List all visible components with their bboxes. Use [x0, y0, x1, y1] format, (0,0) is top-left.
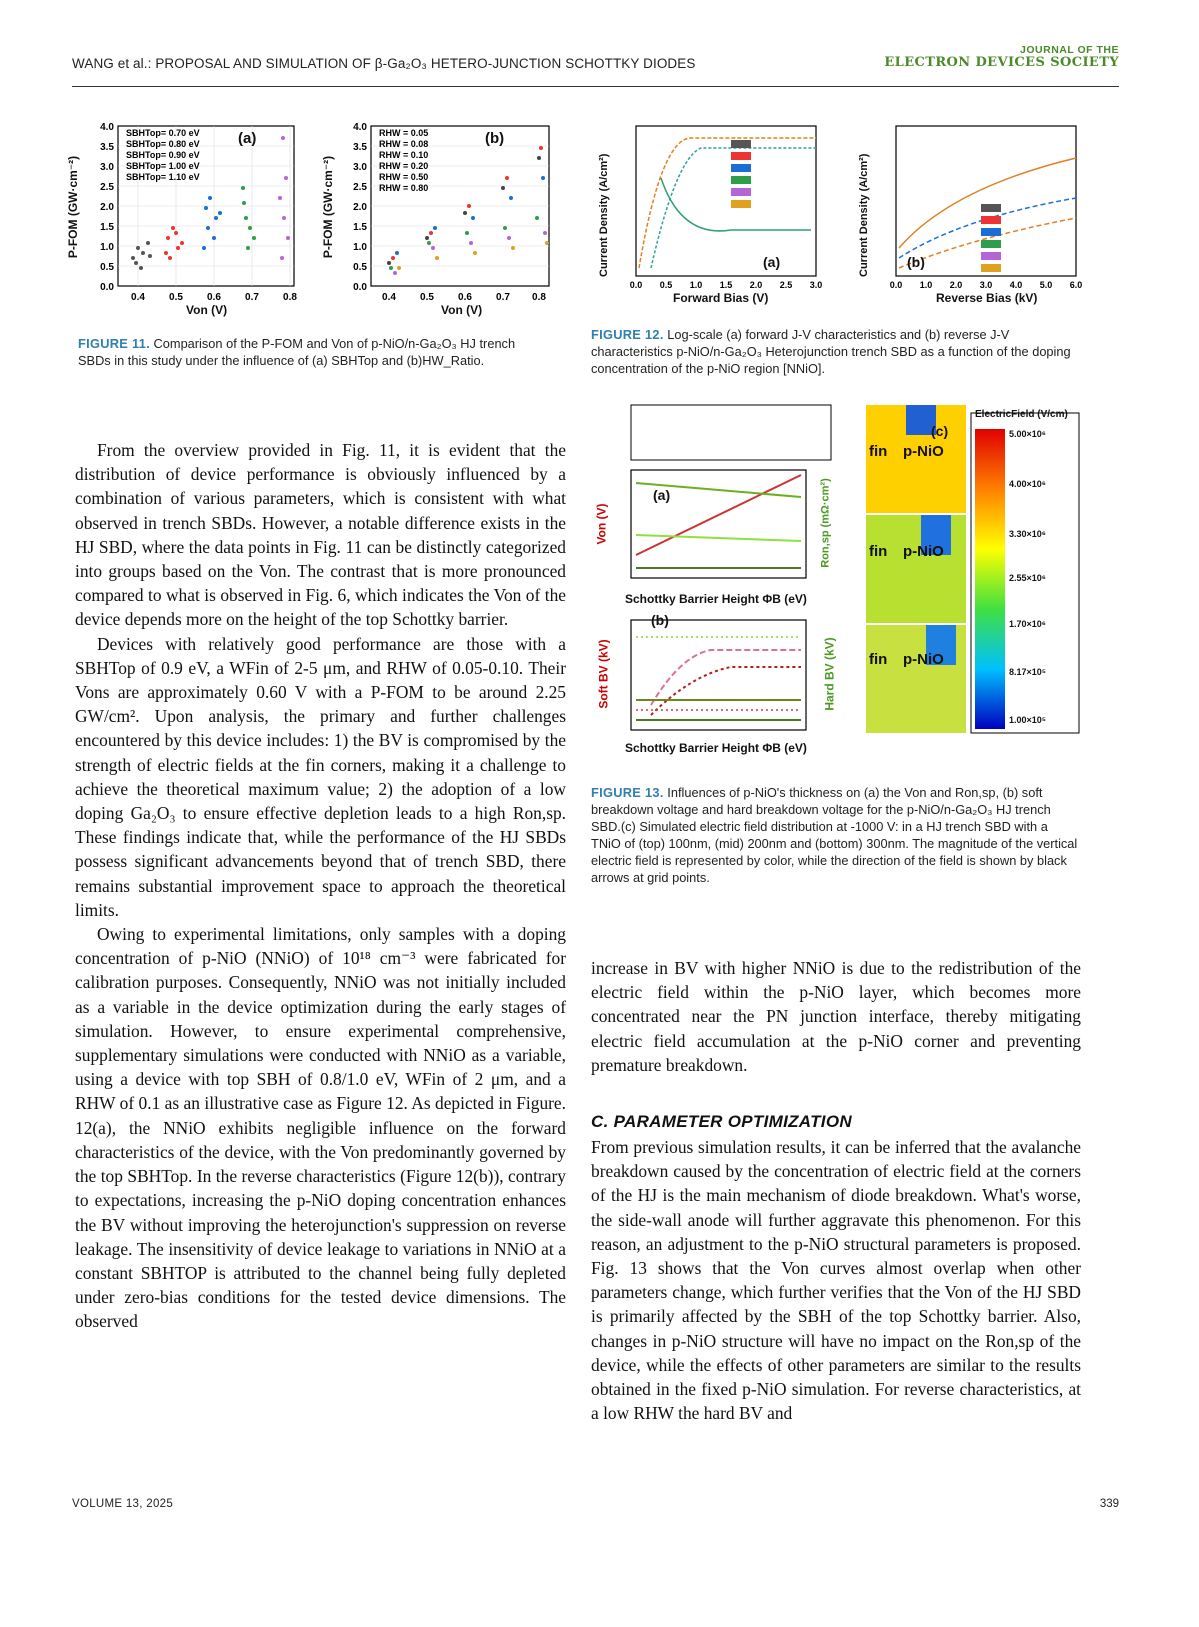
svg-text:SBHTop= 0.90 eV: SBHTop= 0.90 eV — [126, 150, 200, 160]
svg-text:2.0: 2.0 — [100, 202, 114, 213]
fig13-colorbar-tick-2: 4.00×10⁶ — [1009, 479, 1046, 489]
figure-13 — [591, 405, 1081, 755]
svg-text:0.5: 0.5 — [100, 262, 114, 273]
fig13-fin-label-mid: fin — [869, 543, 888, 560]
fig13-ylabel-a-left: Von (V) — [594, 503, 609, 545]
figure-13-caption-text: Influences of p-NiO's thickness on (a) the Von and Ron,sp, (b) soft breakdown voltage and hard breakdown voltage for the p-NiO/n-Ga₂O₃ HJ trench SBD.(c) Simulated electric field distribution at -1000 V: in a HJ trench SBD with a TNiO of (top) 100nm, (mid) 200nm and (bottom) 300nm. The magnitude of the vertical electric field is represented by color, while the direction of the field is shown by black arrows at grid points. — [591, 785, 1078, 885]
fig13-panel-a-label: (a) — [653, 487, 671, 503]
section-heading: C. PARAMETER OPTIMIZATION — [591, 1112, 852, 1131]
figure-12-caption-tag: FIGURE 12. — [591, 327, 664, 342]
fig11-xlabel-a: Von (V) — [186, 303, 228, 317]
svg-text:3.0: 3.0 — [809, 280, 823, 290]
svg-text:3.0: 3.0 — [100, 162, 114, 173]
svg-text:1.5: 1.5 — [100, 222, 114, 233]
figure-12-plot — [591, 118, 1081, 308]
svg-text:6.0: 6.0 — [1069, 280, 1083, 290]
svg-text:3.5: 3.5 — [353, 142, 367, 153]
paragraph-performance: Devices with relatively good performance are those with a SBHTop of 0.9 eV, a WFin of 2-5 μm, and RHW of 0.05-0.10. Their Vons are approximately 0.60 V with a P-FOM to be around 2.25 GW/cm². Upon analysis, the primary and further challenges encountered by this device includes: 1) the BV is compromised by the strength of electric fields at the fin corners, making it a challenge to achieve the theoretical maximum value; 2) the adoption of a low doping Ga₂O₃ to ensure effective depletion leads to a high Ron,sp. These findings indicate that, while the performance of the HJ SBDs possess significant advancements beyond that of trench SBD, there remains substantial improvement space to approach the theoretical limits. — [75, 633, 566, 920]
paragraph-parameter-optimization: From previous simulation results, it can be inferred that the avalanche breakdown caused by the concentration of electric field at the corners of the HJ is the main mechanism of diode breakdown. What's worse, the side-wall anode will further aggravate this phenomenon. For this reason, an adjustment to the p-NiO structural parameters is proposed. Fig. 13 shows that the Von curves almost overlap when other parameters change, which further verifies that the Von of the HJ SBD is primarily affected by the SBH of the top Schottky barrier. Also, changes in p-NiO structure will have no impact on the Ron,sp of the device, while the effects of other parameters are similar to the results obtained in the fixed p-NiO simulation. For reverse characteristics, at a low RHW the hard BV and — [591, 1137, 1081, 1424]
svg-text:0.6: 0.6 — [458, 292, 472, 303]
fig13-pnio-label-bottom: p-NiO — [903, 651, 944, 668]
figure-11b-plot — [307, 118, 559, 318]
fig11-ylabel-b: P-FOM (GW·cm⁻²) — [321, 155, 336, 259]
svg-text:2.0: 2.0 — [949, 280, 963, 290]
fig11-ylabel-a: P-FOM (GW·cm⁻²) — [66, 155, 81, 259]
fig13-xlabel-a: Schottky Barrier Height ΦB (eV) — [625, 592, 807, 606]
svg-text:1.0: 1.0 — [919, 280, 933, 290]
svg-text:RHW = 0.50: RHW = 0.50 — [379, 172, 429, 182]
svg-text:0.7: 0.7 — [245, 292, 259, 303]
fig13-colorbar-tick-6: 8.17×10⁵ — [1009, 667, 1047, 677]
svg-text:2.5: 2.5 — [779, 280, 793, 290]
fig12-panel-a-label: (a) — [763, 254, 781, 270]
fig13-colorbar-tick-7: 1.00×10⁵ — [1009, 715, 1047, 725]
svg-text:1.0: 1.0 — [100, 242, 114, 253]
figure-11b — [307, 118, 559, 318]
footer-page-number: 339 — [1099, 1498, 1119, 1510]
fig13-pnio-label-mid: p-NiO — [903, 543, 944, 560]
svg-text:5.0: 5.0 — [1039, 280, 1053, 290]
svg-text:4.0: 4.0 — [353, 122, 367, 133]
svg-text:0.7: 0.7 — [496, 292, 510, 303]
journal-logo-line2: ELECTRON DEVICES SOCIETY — [884, 55, 1119, 70]
figure-12 — [591, 118, 1081, 308]
svg-text:0.5: 0.5 — [420, 292, 434, 303]
figure-11a — [66, 118, 303, 318]
fig12-xlabel-b: Reverse Bias (kV) — [936, 291, 1038, 305]
svg-text:RHW = 0.10: RHW = 0.10 — [379, 150, 429, 160]
fig11-panel-a-label: (a) — [238, 130, 257, 147]
svg-text:0.0: 0.0 — [629, 280, 643, 290]
svg-text:4.0: 4.0 — [1009, 280, 1023, 290]
journal-logo-line1: JOURNAL OF THE — [1020, 44, 1119, 56]
figure-11-caption-text: Comparison of the P-FOM and Von of p-NiO/n-Ga₂O₃ HJ trench SBDs in this study under the influence of (a) SBHTop and (b)HW_Ratio. — [78, 336, 516, 368]
fig13-ylabel-a-right: Ron,sp (mΩ·cm²) — [819, 478, 832, 568]
svg-text:1.5: 1.5 — [719, 280, 733, 290]
fig11-panel-b-label: (b) — [485, 130, 505, 147]
svg-text:SBHTop= 0.80 eV: SBHTop= 0.80 eV — [126, 139, 200, 149]
paragraph-overview: From the overview provided in Fig. 11, it is evident that the distribution of device performance is obviously influenced by a combination of various parameters, which is consistent with what observed in trench SBDs. However, a notable difference exists in the HJ SBD, where the data points in Fig. 11 can be distinctly categorized into groups based on the Von. The contrast that is more pronounced compared to what is observed in Fig. 6, which indicates the Von of the device depends more on the height of the top Schottky barrier. — [75, 440, 566, 630]
fig13-xlabel-b: Schottky Barrier Height ΦB (eV) — [625, 741, 807, 755]
svg-text:RHW = 0.05: RHW = 0.05 — [379, 128, 429, 138]
right-column-continuation — [591, 956, 1081, 1077]
fig11-xlabel-b: Von (V) — [441, 303, 483, 317]
svg-text:0.5: 0.5 — [169, 292, 183, 303]
svg-text:SBHTop= 1.00 eV: SBHTop= 1.00 eV — [126, 161, 200, 171]
figure-12-caption — [591, 326, 1081, 377]
fig13-colorbar-tick-3: 3.30×10⁶ — [1009, 529, 1046, 539]
svg-text:RHW = 0.08: RHW = 0.08 — [379, 139, 429, 149]
svg-text:3.0: 3.0 — [979, 280, 993, 290]
left-column-text — [75, 438, 566, 1334]
figure-13-caption — [591, 784, 1081, 886]
fig13-pnio-label-top: p-NiO — [903, 443, 944, 460]
figure-11a-plot — [78, 118, 303, 318]
svg-text:0.5: 0.5 — [659, 280, 673, 290]
figure-13-caption-tag: FIGURE 13. — [591, 785, 664, 800]
header-divider — [72, 86, 1119, 87]
fig13-colorbar-title: ElectricField (V/cm) — [975, 409, 1068, 420]
fig12-panel-b-label: (b) — [907, 254, 925, 270]
svg-text:RHW = 0.20: RHW = 0.20 — [379, 161, 429, 171]
running-title: WANG et al.: PROPOSAL AND SIMULATION OF β-Ga₂O₃ HETERO-JUNCTION SCHOTTKY DIODES — [72, 56, 696, 71]
svg-text:0.0: 0.0 — [889, 280, 903, 290]
fig13-panel-b-label: (b) — [651, 612, 669, 628]
fig13-colorbar-tick-4: 2.55×10⁶ — [1009, 573, 1046, 583]
svg-text:1.0: 1.0 — [353, 242, 367, 253]
svg-text:2.5: 2.5 — [353, 182, 367, 193]
fig12-ylabel-b: Current Density (A/cm²) — [858, 153, 870, 277]
fig13-ylabel-b-right: Hard BV (kV) — [822, 637, 837, 711]
svg-text:0.4: 0.4 — [382, 292, 396, 303]
right-column-section — [591, 1135, 1081, 1425]
svg-text:0.0: 0.0 — [100, 282, 114, 293]
svg-text:RHW = 0.80: RHW = 0.80 — [379, 183, 429, 193]
fig13-fin-label-top: fin — [869, 443, 888, 460]
svg-text:0.0: 0.0 — [353, 282, 367, 293]
svg-text:0.4: 0.4 — [131, 292, 145, 303]
fig13-ylabel-b-left: Soft BV (kV) — [596, 639, 611, 709]
svg-text:1.5: 1.5 — [353, 222, 367, 233]
fig12-xlabel-a: Forward Bias (V) — [673, 291, 769, 305]
svg-text:2.0: 2.0 — [749, 280, 763, 290]
svg-text:0.6: 0.6 — [207, 292, 221, 303]
journal-logo — [884, 44, 1119, 70]
fig13-colorbar-tick-5: 1.70×10⁶ — [1009, 619, 1046, 629]
figure-11-caption-tag: FIGURE 11. — [78, 336, 150, 351]
figure-11-caption — [78, 335, 548, 369]
svg-text:SBHTop= 0.70 eV: SBHTop= 0.70 eV — [126, 128, 200, 138]
fig13-colorbar-tick-1: 5.00×10⁶ — [1009, 429, 1046, 439]
svg-text:3.0: 3.0 — [353, 162, 367, 173]
svg-text:4.0: 4.0 — [100, 122, 114, 133]
figure-12-caption-text: Log-scale (a) forward J-V characteristics and (b) reverse J-V characteristics p-NiO/n-Ga₂O₃ Heterojunction trench SBD as a function of the doping concentration of the p-NiO region [NNiO]. — [591, 327, 1071, 376]
fig12-ylabel-a: Current Density (A/cm²) — [598, 153, 610, 277]
svg-text:0.8: 0.8 — [283, 292, 297, 303]
fig13-panel-c-label: (c) — [931, 423, 949, 439]
svg-text:3.5: 3.5 — [100, 142, 114, 153]
svg-text:0.8: 0.8 — [532, 292, 546, 303]
fig13-fin-label-bottom: fin — [869, 651, 888, 668]
paragraph-bv-increase: increase in BV with higher NNiO is due to the redistribution of the electric field within the p-NiO layer, which becomes more concentrated near the PN junction interface, thereby mitigating electric field accumulation at the p-NiO corner and preventing premature breakdown. — [591, 958, 1081, 1075]
paragraph-doping: Owing to experimental limitations, only samples with a doping concentration of p-NiO (NNiO) of 10¹⁸ cm⁻³ were fabricated for calibration purposes. Consequently, NNiO was not initially included as a variable in the device optimization during the early stages of simulation. However, to ensure experimental comprehensive, supplementary simulations were conducted with NNiO as a variable, using a device with top SBH of 0.8/1.0 eV, WFin of 2 μm, and a RHW of 0.1 as an illustrative case as Figure 12. As depicted in Figure. 12(a), the NNiO exhibits negligible influence on the forward characteristics of the device, with the Von predominantly governed by the top SBHTop. In the reverse characteristics (Figure 12(b)), contrary to expectations, increasing the p-NiO doping concentration enhances the BV without improving the heterojunction's suppression on reverse leakage. The insensitivity of device leakage to variations in NNiO at a constant SBHTOP is attributed to the channel being fully depleted under zero-bias conditions for the tested device dimensions. The observed — [75, 924, 566, 1332]
svg-text:2.0: 2.0 — [353, 202, 367, 213]
svg-text:1.0: 1.0 — [689, 280, 703, 290]
svg-text:0.5: 0.5 — [353, 262, 367, 273]
footer-volume: VOLUME 13, 2025 — [72, 1498, 174, 1510]
svg-text:SBHTop= 1.10 eV: SBHTop= 1.10 eV — [126, 172, 200, 182]
svg-text:2.5: 2.5 — [100, 182, 114, 193]
